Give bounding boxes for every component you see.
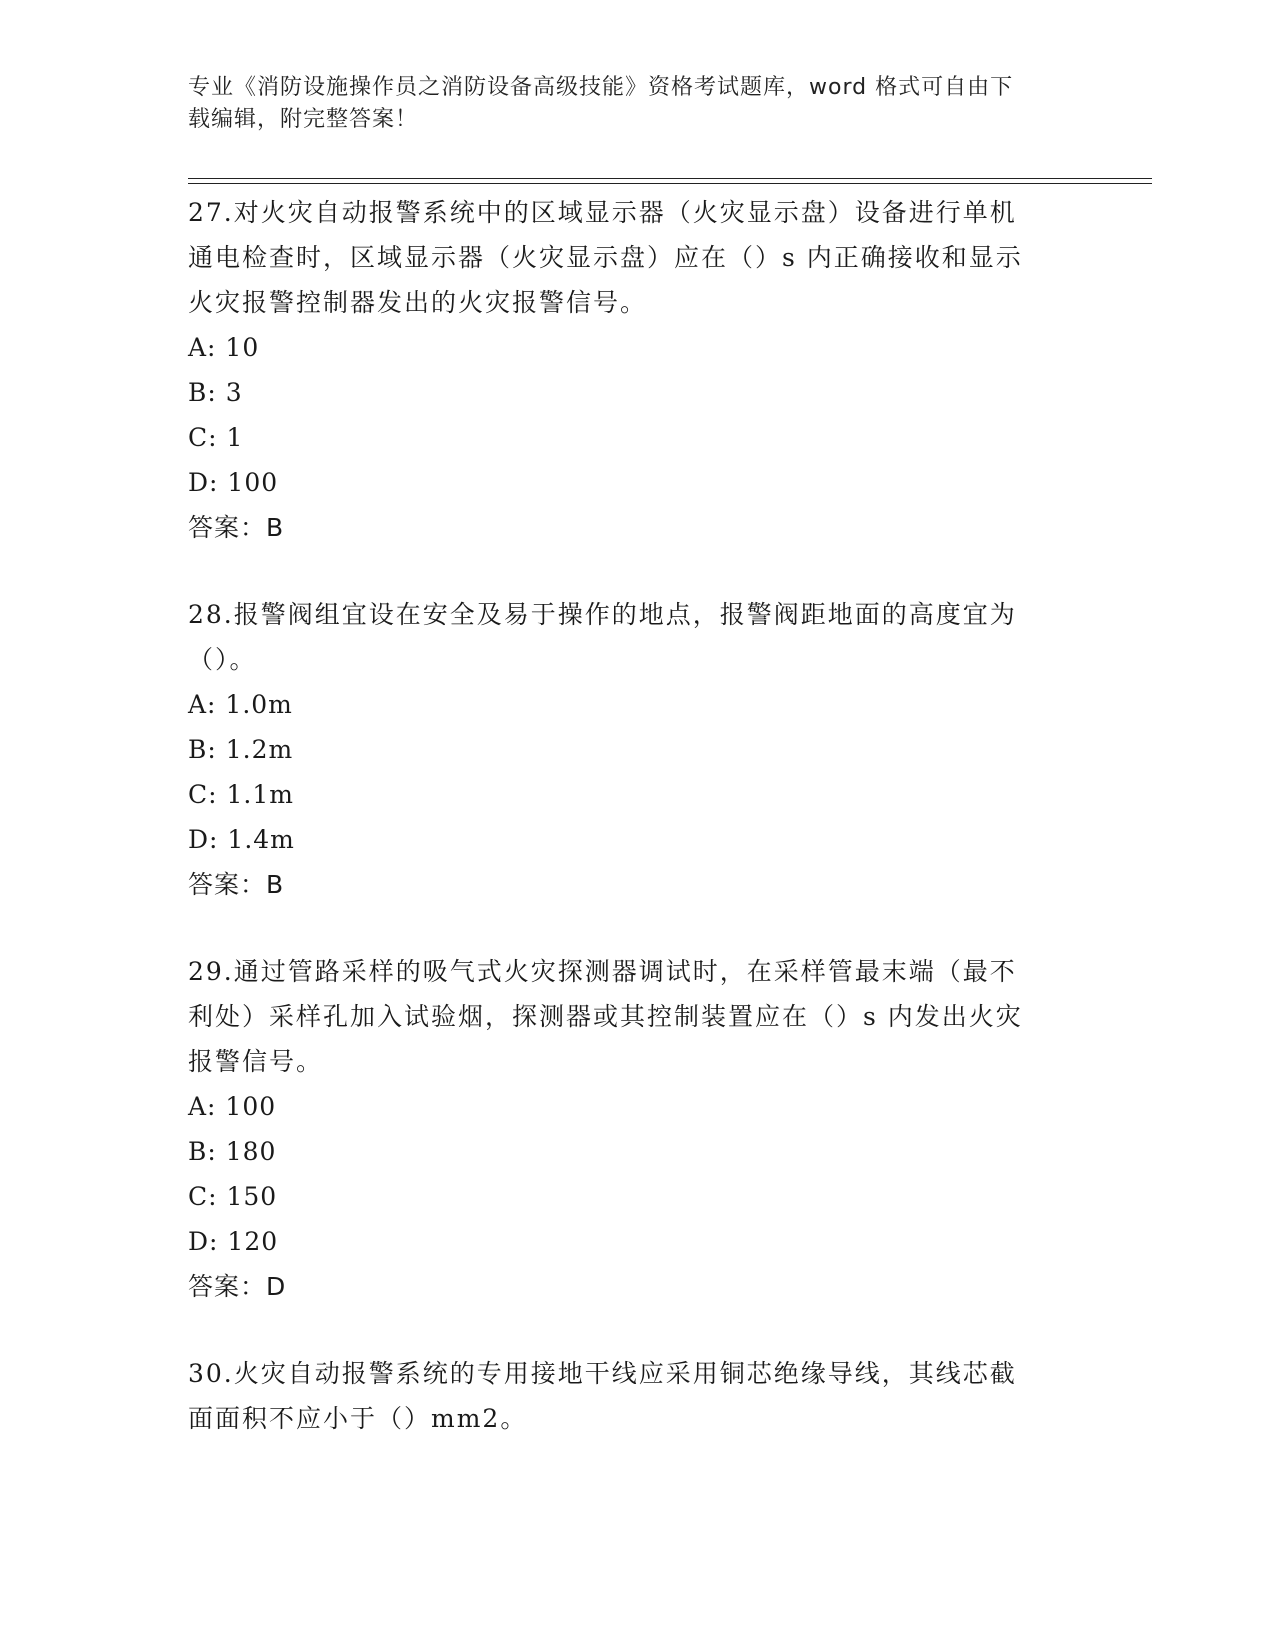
option-d: D: 100 bbox=[188, 468, 279, 497]
option-c: C: 1 bbox=[188, 423, 244, 452]
header-divider-bottom bbox=[188, 183, 1152, 184]
option-b: B: 180 bbox=[188, 1137, 277, 1166]
question-27 bbox=[188, 190, 1088, 550]
option-c: C: 1.1m bbox=[188, 780, 294, 809]
option-d: D: 120 bbox=[188, 1227, 279, 1256]
question-30 bbox=[188, 1351, 1088, 1441]
answer: 答案：B bbox=[188, 870, 285, 899]
question-stem: 28.报警阀组宜设在安全及易于操作的地点，报警阀距地面的高度宜为（）。 bbox=[188, 600, 1017, 674]
answer: 答案：D bbox=[188, 1272, 287, 1301]
option-a: A: 100 bbox=[188, 1092, 277, 1121]
question-stem: 29.通过管路采样的吸气式火灾探测器调试时，在采样管最末端（最不利处）采样孔加入试验烟，探测器或其控制装置应在（）s 内发出火灾报警信号。 bbox=[188, 957, 1023, 1076]
option-b: B: 3 bbox=[188, 378, 243, 407]
option-b: B: 1.2m bbox=[188, 735, 294, 764]
header-divider-top bbox=[188, 178, 1152, 179]
option-a: A: 10 bbox=[188, 333, 260, 362]
header-line-1: 专业《消防设施操作员之消防设备高级技能》资格考试题库，word 格式可自由下 bbox=[188, 75, 1014, 100]
header-line-2: 载编辑，附完整答案！ bbox=[188, 107, 419, 132]
option-a: A: 1.0m bbox=[188, 690, 293, 719]
option-c: C: 150 bbox=[188, 1182, 278, 1211]
question-29 bbox=[188, 949, 1088, 1309]
question-list bbox=[188, 190, 1088, 1483]
question-28 bbox=[188, 592, 1088, 907]
question-stem: 30.火灾自动报警系统的专用接地干线应采用铜芯绝缘导线，其线芯截面面积不应小于（）mm2。 bbox=[188, 1359, 1017, 1433]
question-stem: 27.对火灾自动报警系统中的区域显示器（火灾显示盘）设备进行单机通电检查时，区域显示器（火灾显示盘）应在（）s 内正确接收和显示火灾报警控制器发出的火灾报警信号。 bbox=[188, 198, 1023, 317]
document-header bbox=[188, 72, 1068, 136]
answer: 答案：B bbox=[188, 513, 285, 542]
option-d: D: 1.4m bbox=[188, 825, 295, 854]
